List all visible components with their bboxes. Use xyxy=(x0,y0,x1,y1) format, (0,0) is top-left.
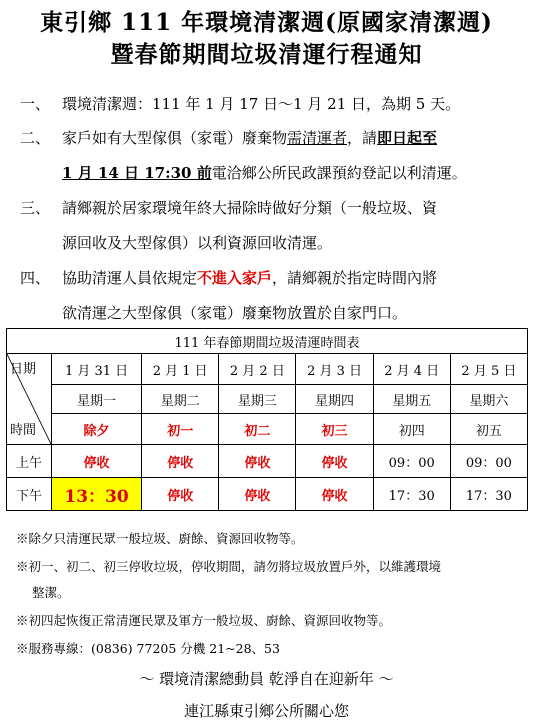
item-1-text: 環境清潔週：111 年 1 月 17 日～1 月 21 日，為期 5 天。 xyxy=(62,95,461,113)
morning-label: 上午 xyxy=(7,445,52,478)
title-line-2: 暨春節期間垃圾清運行程通知 xyxy=(110,41,423,68)
schedule-table xyxy=(6,328,528,511)
holiday-cell: 初五 xyxy=(450,414,527,445)
weekday-cell: 星期三 xyxy=(219,385,296,414)
note-1: ※除夕只清運民眾一般垃圾、廚餘、資源回收物等。 xyxy=(16,531,304,546)
item-4-text-a: 協助清運人員依規定 xyxy=(62,269,198,287)
table-caption: 111 年春節期間垃圾清運時間表 xyxy=(7,329,528,354)
item-2-text-b: 需清運者 xyxy=(287,129,348,147)
holiday-cell: 初一 xyxy=(142,414,219,445)
note-3: ※初四起恢復正常清運民眾及軍方一般垃圾、廚餘、資源回收物等。 xyxy=(16,613,392,628)
corner-date-label: 日期 xyxy=(10,362,37,377)
item-2-text-c: ，請 xyxy=(347,129,378,147)
table-row-holidays xyxy=(7,414,528,445)
table-row-dates xyxy=(7,354,528,385)
item-2-text-d: 即日起至 xyxy=(377,129,438,147)
afternoon-cell: 停收 xyxy=(296,478,373,511)
morning-cell: 停收 xyxy=(52,445,142,478)
footer-slogan: ～ 環境清潔總動員 乾淨自在迎新年 ～ xyxy=(139,670,394,688)
afternoon-cell: 17：30 xyxy=(450,478,527,511)
holiday-cell: 初四 xyxy=(373,414,450,445)
item-2-text-f: 電洽鄉公所民政課預約登記以利清運。 xyxy=(211,164,467,182)
item-3-text-a: 請鄉親於居家環境年終大掃除時做好分類（一般垃圾、資 xyxy=(62,199,438,217)
holiday-cell: 初三 xyxy=(296,414,373,445)
date-cell: 2 月 3 日 xyxy=(296,354,373,385)
date-cell: 2 月 4 日 xyxy=(373,354,450,385)
item-4-number: 四、 xyxy=(20,269,51,287)
date-cell: 1 月 31 日 xyxy=(52,354,142,385)
item-2-text-a: 家戶如有大型傢俱（家電）廢棄物 xyxy=(62,129,288,147)
weekday-cell: 星期四 xyxy=(296,385,373,414)
weekday-cell: 星期六 xyxy=(450,385,527,414)
table-row-morning xyxy=(7,445,528,478)
table-row-weekdays xyxy=(7,385,528,414)
afternoon-cell-highlight: 13：30 xyxy=(52,478,142,511)
date-cell: 2 月 1 日 xyxy=(142,354,219,385)
note-2-cont: 整潔。 xyxy=(32,585,70,600)
weekday-cell: 星期五 xyxy=(373,385,450,414)
morning-cell: 09：00 xyxy=(373,445,450,478)
item-4 xyxy=(20,268,525,288)
item-3-line-2: 源回收及大型傢俱）以利資源回收清運。 xyxy=(62,234,333,252)
afternoon-cell: 停收 xyxy=(219,478,296,511)
item-2-deadline: 1 月 14 日 17:30 前 xyxy=(62,164,212,182)
item-4-text-b: ，請鄉親於指定時間內將 xyxy=(272,269,438,287)
item-2 xyxy=(20,128,525,148)
morning-cell: 09：00 xyxy=(450,445,527,478)
corner-time-label: 時間 xyxy=(10,423,37,438)
date-cell: 2 月 5 日 xyxy=(450,354,527,385)
date-cell: 2 月 2 日 xyxy=(219,354,296,385)
item-2-line-2 xyxy=(20,163,533,183)
afternoon-label: 下午 xyxy=(7,478,52,511)
item-3 xyxy=(20,198,525,218)
holiday-cell: 初二 xyxy=(219,414,296,445)
title-line-1: 東引鄉 111 年環境清潔週(原國家清潔週) xyxy=(40,9,493,36)
table-row-afternoon xyxy=(7,478,528,511)
item-3-number: 三、 xyxy=(20,199,51,217)
holiday-cell: 除夕 xyxy=(52,414,142,445)
item-1 xyxy=(20,94,525,114)
morning-cell: 停收 xyxy=(296,445,373,478)
item-1-number: 一、 xyxy=(20,95,51,113)
footer-sign: 連江縣東引鄉公所關心您 xyxy=(183,702,349,720)
afternoon-cell: 停收 xyxy=(142,478,219,511)
item-4-line-2: 欲清運之大型傢俱（家電）廢棄物放置於自家門口。 xyxy=(62,304,408,322)
item-2-number: 二、 xyxy=(20,129,51,147)
note-2: ※初一、初二、初三停收垃圾，停收期間，請勿將垃圾放置戶外，以維護環境 xyxy=(16,559,442,574)
table-corner xyxy=(7,354,52,445)
note-4: ※服務專線：(0836) 77205 分機 21~28、53 xyxy=(16,641,280,656)
item-4-red-text: 不進入家戶 xyxy=(197,269,273,287)
weekday-cell: 星期一 xyxy=(52,385,142,414)
morning-cell: 停收 xyxy=(142,445,219,478)
weekday-cell: 星期二 xyxy=(142,385,219,414)
morning-cell: 停收 xyxy=(219,445,296,478)
afternoon-cell: 17：30 xyxy=(373,478,450,511)
